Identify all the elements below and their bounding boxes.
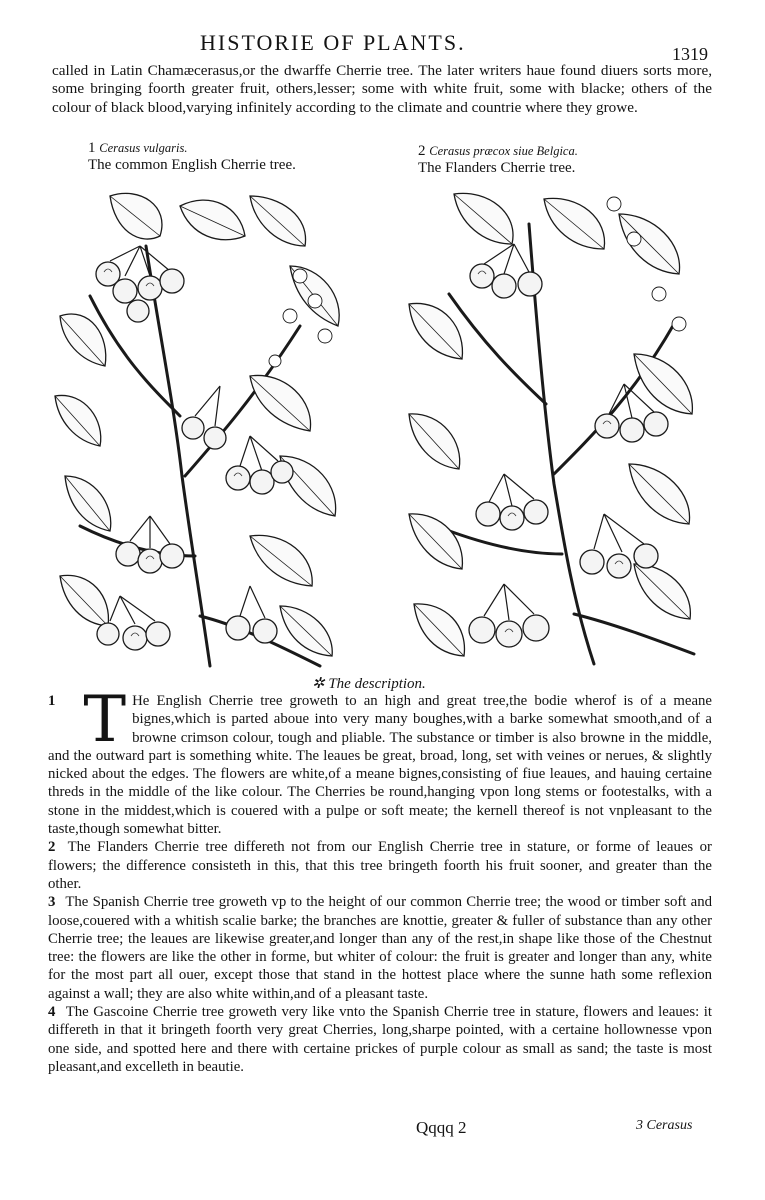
- paragraph-1-text: He English Cherrie tree groweth to an high and great tree,the bodie wherof is of a meane bignes,which is parted aboue into very many boughes,with a barke somewhat smooth,and of a browne crimson colour, tough and pliable. The substance or timber is also browne in the middle, and the outward part is something white. The leaues be great, broad, long, set with veines or nerues, & slightly nicked about the edges. The flowers are white,of a meane bignes,consisting of fiue leaues, and hauing certaine threds in the middle of the like colour. The Cherries be round,hanging vpon long stems or footestalks, with a stone in the middest,which is couered with a pulpe or soft meate; the kernell thereof is not vnpleasant to the taste,though somewhat bitter.: [48, 693, 712, 838]
- figure-1-english-name: The common English Cherrie tree.: [88, 157, 296, 173]
- paragraph-number-1: 1: [48, 693, 56, 709]
- section-title-description: ✲ The description.: [312, 676, 426, 692]
- description-paragraph-3: [48, 893, 712, 1003]
- signature-mark: Qqqq 2: [416, 1118, 467, 1137]
- paragraph-4-text: The Gascoine Cherrie tree groweth very like vnto the Spanish Cherrie tree in stature, flowers and leaues: it differeth in that it bringeth foorth very great Cherries, long,sharpe pointed, with a certaine hollownesse vpon one side, and spotted here and there with certaine prickes of purple colour as small as sand; the taste is most pleasant,and excelleth in beautie.: [48, 1004, 712, 1075]
- running-head: HISTORIE OF PLANTS.: [200, 30, 466, 55]
- figure-2-number: 2: [418, 143, 426, 159]
- figure-1-caption: [88, 140, 378, 174]
- figure-2-caption: [418, 143, 718, 177]
- figure-2-latin-name: [418, 143, 718, 160]
- page-number: 1319: [672, 44, 708, 64]
- paragraph-number-3: 3: [48, 894, 56, 911]
- intro-paragraph: called in Latin Chamæcerasus,or the dwarffe Cherrie tree. The later writers haue found diuers sorts more, some bringing foorth greater fruit, others,lesser; some with white fruit, some with blacke; others of the colour of black blood,varying infinitely according to the climate and countrie where they growe.: [52, 62, 712, 116]
- figure-1-latin: Cerasus vulgaris.: [99, 141, 188, 155]
- paragraph-number-4: 4: [48, 1004, 56, 1021]
- description-paragraph-4: [48, 1003, 712, 1076]
- woodcut-flanders-cherrie-tree: [404, 184, 706, 667]
- paragraph-3-text: The Spanish Cherrie tree groweth vp to the height of our common Cherrie tree; the wood or timber soft and loose,couered with a whitish scalie barke; the branches are knottie, greater & fuller of substance than any other Cherrie tree; the leaues are likewise greater,and longer than any of the rest,in shape like those of the Chestnut tree: the flowers are like the other in forme, but whiter of colour: the fruit is greater and longer than any, white for the most part all ouer, except those that stand in the hottest place where the sunne hath some reflexion against a wall; they are also white within,and of a pleasant taste.: [48, 894, 712, 1002]
- drop-cap-initial: T: [83, 683, 127, 757]
- paragraph-number-2: 2: [48, 839, 56, 856]
- catchword: 3 Cerasus: [636, 1118, 693, 1133]
- figure-1-number: 1: [88, 140, 96, 156]
- woodcut-english-cherrie-tree: [50, 176, 358, 672]
- figure-2-english-name: The Flanders Cherrie tree.: [418, 160, 576, 176]
- description-paragraph-2: [48, 838, 712, 893]
- figure-1-latin-name: [88, 140, 378, 157]
- paragraph-2-text: The Flanders Cherrie tree differeth not from our English Cherrie tree in stature, or forme of leaues or flowers; the difference consisteth in this, that this tree bringeth foorth his fruit sooner, and greater than the other.: [48, 839, 712, 892]
- figure-2-latin: Cerasus præcox siue Belgica.: [429, 144, 578, 158]
